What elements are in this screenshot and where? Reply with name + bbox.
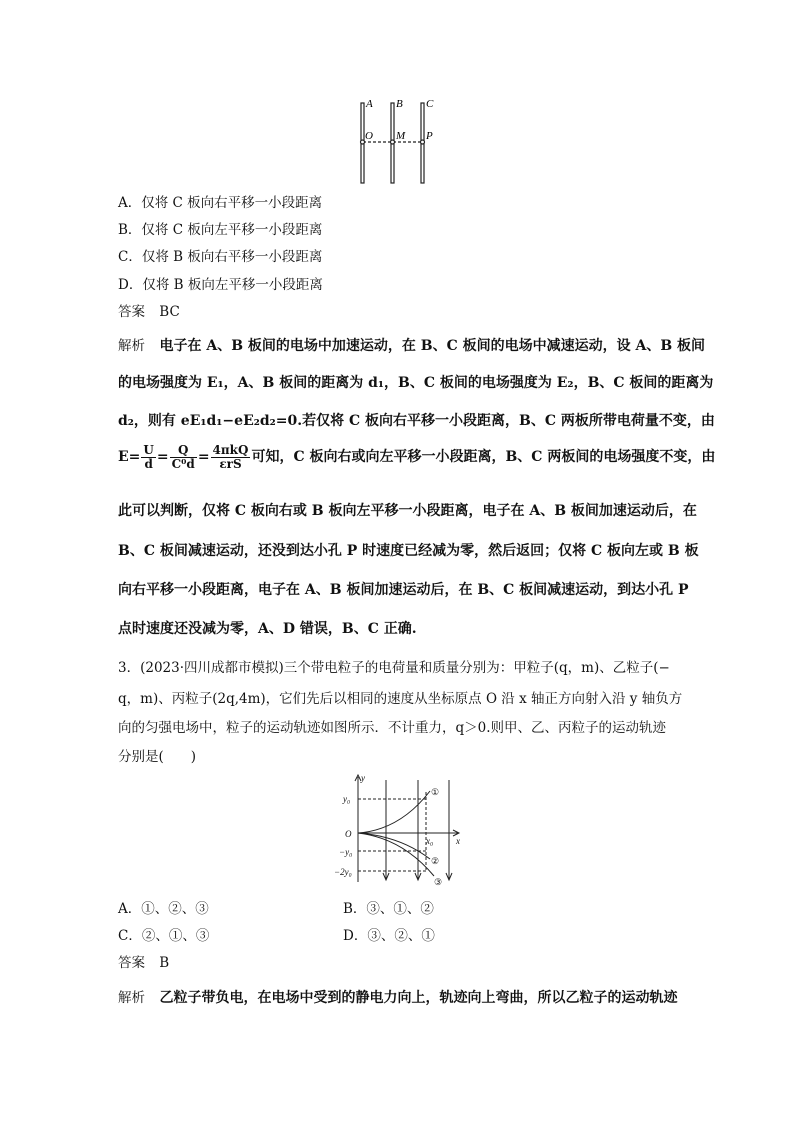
- plate-label-c: C: [426, 98, 434, 110]
- trajectory-3: [358, 833, 434, 876]
- x-axis-label: x: [456, 836, 460, 846]
- fraction-4pikq-den: εrS: [219, 456, 242, 471]
- q2-analysis-label: 解析: [118, 338, 145, 354]
- y0-label: y₀: [343, 794, 351, 804]
- y-axis-label: y: [361, 773, 365, 783]
- point-label-p: P: [426, 130, 433, 142]
- hole-o: [361, 140, 365, 144]
- q3-analysis-line1: [118, 990, 677, 1006]
- plate-label-b: B: [396, 98, 403, 110]
- x0-label: x₀: [426, 836, 434, 846]
- q3-answer-value: B: [159, 955, 170, 971]
- fraction-q-den: C⁰d: [171, 456, 195, 471]
- q2-analysis-line6: B、C 板间减速运动，还没到达小孔 P 时速度已经减为零，然后返回；仅将 C 板向左或 B 板: [118, 543, 699, 559]
- q3-stem-line3: 向的匀强电场中，粒子的运动轨迹如图所示．不计重力，q＞0.则甲、乙、丙粒子的运动轨迹: [118, 720, 667, 736]
- q3-option-d: D．③、②、①: [343, 928, 435, 944]
- curve-label-1: ①: [431, 787, 440, 797]
- q3-option-a: A．①、②、③: [118, 901, 209, 917]
- q2-analysis-line2: 的电场强度为 E₁，A、B 板间的距离为 d₁，B、C 板间的电场强度为 E₂，B、C 板间的距离为: [118, 375, 714, 391]
- q2-answer: [118, 304, 180, 320]
- trajectory-1: [358, 791, 430, 833]
- fraction-u-d: [141, 444, 155, 471]
- fraction-q-cd: [170, 444, 197, 471]
- neg-2y0-label: −2y₀: [334, 867, 352, 877]
- trajectory-figure: [330, 772, 470, 887]
- q2-analysis-line3: d₂，则有 eE₁d₁−eE₂d₂=0.若仅将 C 板向右平移一小段距离，B、C 两板所带电荷量不变，由: [118, 413, 715, 429]
- q3-stem-line2: q，m)、丙粒子(2q,4m)，它们先后以相同的速度从坐标原点 O 沿 x 轴正方向射入沿 y 轴负方: [118, 691, 683, 707]
- neg-y0-label: −y₀: [339, 847, 353, 857]
- q2-answer-value: BC: [159, 304, 180, 320]
- q2-analysis-text1: 电子在 A、B 板间的电场中加速运动，在 B、C 板间的电场中减速运动，设 A、B 板间: [159, 338, 706, 354]
- q2-option-c: C．仅将 B 板向右平移一小段距离: [118, 249, 323, 265]
- fraction-u-num: U: [143, 442, 154, 457]
- formula-tail: 可知，C 板向右或向左平移一小段距离，B、C 两板间的电场强度不变，由: [251, 449, 716, 465]
- hole-m: [391, 140, 395, 144]
- q3-analysis-text1: 乙粒子带负电，在电场中受到的静电力向上，轨迹向上弯曲，所以乙粒子的运动轨迹: [159, 990, 678, 1006]
- q3-stem-line1: 3．(2023·四川成都市模拟)三个带电粒子的电荷量和质量分别为：甲粒子(q，m)、乙粒子(−: [118, 660, 670, 676]
- q2-option-b: B．仅将 C 板向左平移一小段距离: [118, 222, 323, 238]
- curve-label-2: ②: [431, 856, 440, 866]
- q2-analysis-line7: 向右平移一小段距离，电子在 A、B 板间加速运动后，在 B、C 板间减速运动，到达小孔 P: [118, 582, 689, 598]
- q2-option-d: D．仅将 B 板向左平移一小段距离: [118, 277, 323, 293]
- fraction-4pikq: [211, 444, 251, 471]
- q2-option-a: A．仅将 C 板向右平移一小段距离: [118, 195, 323, 211]
- q3-answer: [118, 955, 169, 971]
- fraction-q-num: Q: [170, 444, 197, 458]
- q2-answer-label: 答案: [118, 304, 145, 320]
- fraction-4pikq-num: 4πkQ: [212, 442, 249, 457]
- plates-figure: [355, 95, 445, 185]
- point-label-o: O: [365, 130, 373, 142]
- formula-e: E=: [118, 449, 141, 465]
- q3-stem-line4: 分别是( ): [118, 749, 197, 765]
- plate-label-a: A: [366, 98, 373, 110]
- trajectory-2: [358, 833, 430, 859]
- q3-answer-label: 答案: [118, 955, 145, 971]
- q3-option-c: C．②、①、③: [118, 928, 210, 944]
- fraction-u-den: d: [144, 456, 153, 471]
- origin-label: O: [345, 829, 352, 839]
- q2-analysis-line5: 此可以判断，仅将 C 板向右或 B 板向左平移一小段距离，电子在 A、B 板间加速运动后，在: [118, 503, 697, 519]
- point-label-m: M: [396, 130, 406, 142]
- q2-analysis-line1: [118, 338, 705, 354]
- q3-option-b: B．③、①、②: [343, 901, 434, 917]
- curve-label-3: ③: [434, 877, 443, 887]
- hole-p: [421, 140, 425, 144]
- q2-analysis-line8: 点时速度还没减为零，A、D 错误，B、C 正确.: [118, 621, 417, 637]
- q2-analysis-formula-line: E= $\frac{U}{d}$ = $\frac{Q}{\text{C⁰d}}$ = $\frac{\text{4πkQ}}{\text{εrS}}$ 可知，C 板向右或向左平移一小段距离，B、C 两板间的电场强度不变，由: [118, 442, 716, 471]
- q3-analysis-label: 解析: [118, 990, 145, 1006]
